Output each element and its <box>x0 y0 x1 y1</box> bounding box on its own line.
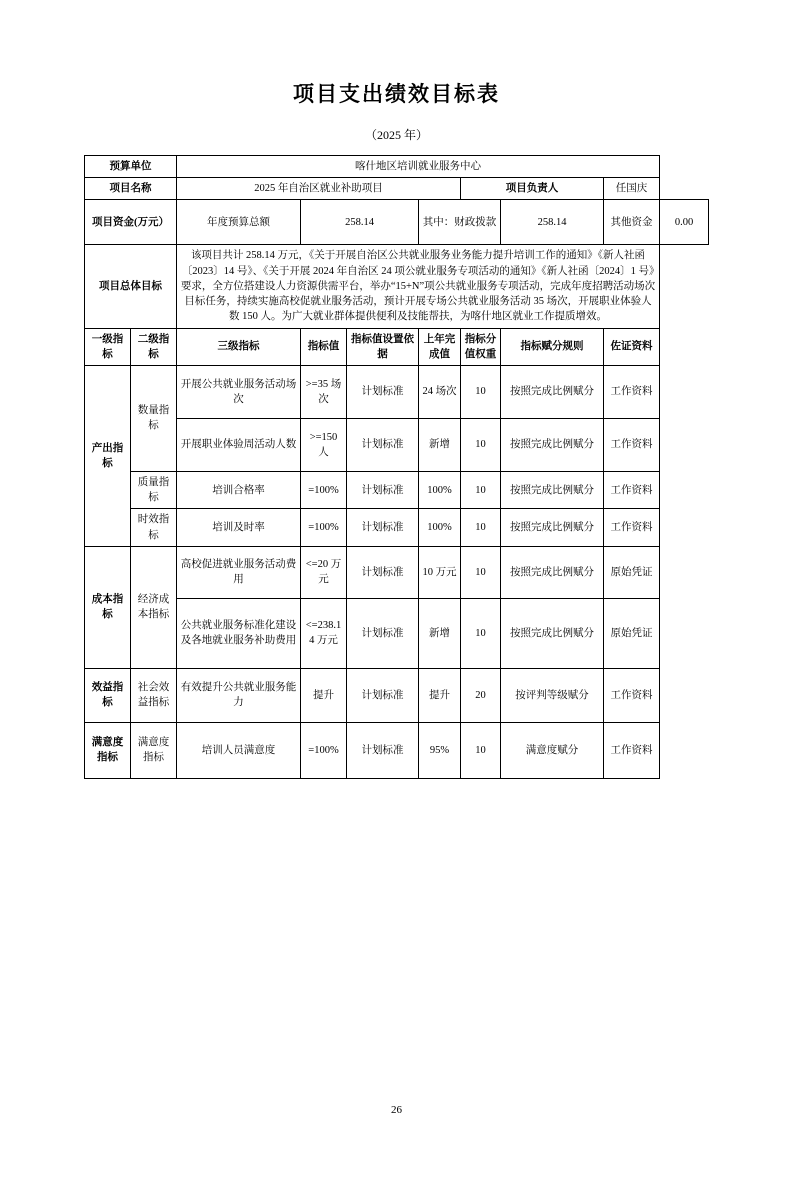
funds-label: 项目资金(万元） <box>85 200 177 245</box>
weight: 10 <box>461 418 501 471</box>
project-owner-label: 项目负责人 <box>461 178 604 200</box>
basis: 计划标准 <box>347 418 419 471</box>
table-row <box>85 722 709 778</box>
level3-indicator: 开展公共就业服务活动场次 <box>177 365 301 418</box>
basis: 计划标准 <box>347 365 419 418</box>
weight: 10 <box>461 365 501 418</box>
weight: 10 <box>461 471 501 508</box>
overall-goal-label: 项目总体目标 <box>85 245 177 328</box>
unit-label: 预算单位 <box>85 156 177 178</box>
document-page <box>0 78 793 1200</box>
target-value: =100% <box>301 509 347 546</box>
basis: 计划标准 <box>347 471 419 508</box>
evidence: 工作资料 <box>604 722 660 778</box>
last-year-value: 100% <box>419 509 461 546</box>
level1-cost: 成本指标 <box>85 546 131 668</box>
level2-social-benefit: 社会效益指标 <box>131 668 177 722</box>
other-funds-value: 0.00 <box>660 200 709 245</box>
header-target-value: 指标值 <box>301 328 347 365</box>
level3-indicator: 有效提升公共就业服务能力 <box>177 668 301 722</box>
target-value: =100% <box>301 471 347 508</box>
header-weight: 指标分值权重 <box>461 328 501 365</box>
basis: 计划标准 <box>347 546 419 598</box>
last-year-value: 95% <box>419 722 461 778</box>
level3-indicator: 培训及时率 <box>177 509 301 546</box>
table-row-unit <box>85 156 709 178</box>
level3-indicator: 培训人员满意度 <box>177 722 301 778</box>
last-year-value: 100% <box>419 471 461 508</box>
basis: 计划标准 <box>347 509 419 546</box>
scoring-rule: 按评判等级赋分 <box>501 668 604 722</box>
scoring-rule: 满意度赋分 <box>501 722 604 778</box>
weight: 10 <box>461 546 501 598</box>
last-year-value: 10 万元 <box>419 546 461 598</box>
table-row <box>85 598 709 668</box>
project-owner-value: 任国庆 <box>604 178 660 200</box>
project-name-label: 项目名称 <box>85 178 177 200</box>
header-rule: 指标赋分规则 <box>501 328 604 365</box>
performance-target-table <box>84 155 709 779</box>
header-evidence: 佐证资料 <box>604 328 660 365</box>
target-value: <=20 万元 <box>301 546 347 598</box>
level3-indicator: 公共就业服务标准化建设及各地就业服务补助费用 <box>177 598 301 668</box>
unit-value: 喀什地区培训就业服务中心 <box>177 156 660 178</box>
basis: 计划标准 <box>347 598 419 668</box>
evidence: 原始凭证 <box>604 546 660 598</box>
table-header-row <box>85 328 709 365</box>
level3-indicator: 培训合格率 <box>177 471 301 508</box>
weight: 10 <box>461 509 501 546</box>
evidence: 工作资料 <box>604 509 660 546</box>
scoring-rule: 按照完成比例赋分 <box>501 546 604 598</box>
table-row <box>85 509 709 546</box>
scoring-rule: 按照完成比例赋分 <box>501 598 604 668</box>
annual-budget-label: 年度预算总额 <box>177 200 301 245</box>
table-row <box>85 668 709 722</box>
evidence: 原始凭证 <box>604 598 660 668</box>
other-funds-label: 其他资金 <box>604 200 660 245</box>
fiscal-appropriation-label: 其中：财政拨款 <box>419 200 501 245</box>
header-last-year: 上年完成值 <box>419 328 461 365</box>
page-number: 26 <box>391 1104 402 1116</box>
weight: 10 <box>461 722 501 778</box>
level3-indicator: 开展职业体验周活动人数 <box>177 418 301 471</box>
target-value: >=35 场次 <box>301 365 347 418</box>
fiscal-appropriation-value: 258.14 <box>501 200 604 245</box>
level1-satisfaction: 满意度指标 <box>85 722 131 778</box>
table-row <box>85 471 709 508</box>
basis: 计划标准 <box>347 668 419 722</box>
target-value: 提升 <box>301 668 347 722</box>
table-row-project <box>85 178 709 200</box>
weight: 10 <box>461 598 501 668</box>
weight: 20 <box>461 668 501 722</box>
evidence: 工作资料 <box>604 471 660 508</box>
header-level3: 三级指标 <box>177 328 301 365</box>
scoring-rule: 按照完成比例赋分 <box>501 471 604 508</box>
last-year-value: 24 场次 <box>419 365 461 418</box>
level2-economic-cost: 经济成本指标 <box>131 546 177 668</box>
target-value: <=238.14 万元 <box>301 598 347 668</box>
level1-benefit: 效益指标 <box>85 668 131 722</box>
level3-indicator: 高校促进就业服务活动费用 <box>177 546 301 598</box>
target-value: >=150 人 <box>301 418 347 471</box>
level2-quality: 质量指标 <box>131 471 177 508</box>
scoring-rule: 按照完成比例赋分 <box>501 509 604 546</box>
scoring-rule: 按照完成比例赋分 <box>501 365 604 418</box>
level2-satisfaction: 满意度指标 <box>131 722 177 778</box>
table-row-overall-goal <box>85 245 709 328</box>
header-level2: 二级指标 <box>131 328 177 365</box>
last-year-value: 新增 <box>419 418 461 471</box>
last-year-value: 提升 <box>419 668 461 722</box>
basis: 计划标准 <box>347 722 419 778</box>
evidence: 工作资料 <box>604 418 660 471</box>
annual-budget-value: 258.14 <box>301 200 419 245</box>
level2-quantity: 数量指标 <box>131 365 177 471</box>
table-row <box>85 546 709 598</box>
page-subtitle: （2025 年） <box>364 128 428 142</box>
evidence: 工作资料 <box>604 365 660 418</box>
table-row <box>85 418 709 471</box>
table-row <box>85 365 709 418</box>
level2-timeliness: 时效指标 <box>131 509 177 546</box>
target-value: =100% <box>301 722 347 778</box>
header-level1: 一级指标 <box>85 328 131 365</box>
project-name-value: 2025 年自治区就业补助项目 <box>177 178 461 200</box>
overall-goal-text: 该项目共计 258.14 万元，《关于开展自治区公共就业服务业务能力提升培训工作的通知》《新人社函〔2023〕14 号》、《关于开展 2024 年自治区 24 项公就业服务专项活动的通知》《新人社函〔2024〕1 号》要求，全方位搭建设人力资源供需平台，举办“15+N”项公共就业服务专项活动，完成年度招聘活动场次目标任务，持续实施高校促就业服务活动，预计开展专场公共就业服务活动 35 场次，开展职业体验人数 150 人。为广大就业群体提供便利及技能帮扶，为喀什地区就业工作提质增效。 <box>177 245 660 328</box>
level1-output: 产出指标 <box>85 365 131 546</box>
scoring-rule: 按照完成比例赋分 <box>501 418 604 471</box>
evidence: 工作资料 <box>604 668 660 722</box>
header-basis: 指标值设置依据 <box>347 328 419 365</box>
page-title: 项目支出绩效目标表 <box>293 82 500 106</box>
table-row-funds <box>85 200 709 245</box>
last-year-value: 新增 <box>419 598 461 668</box>
